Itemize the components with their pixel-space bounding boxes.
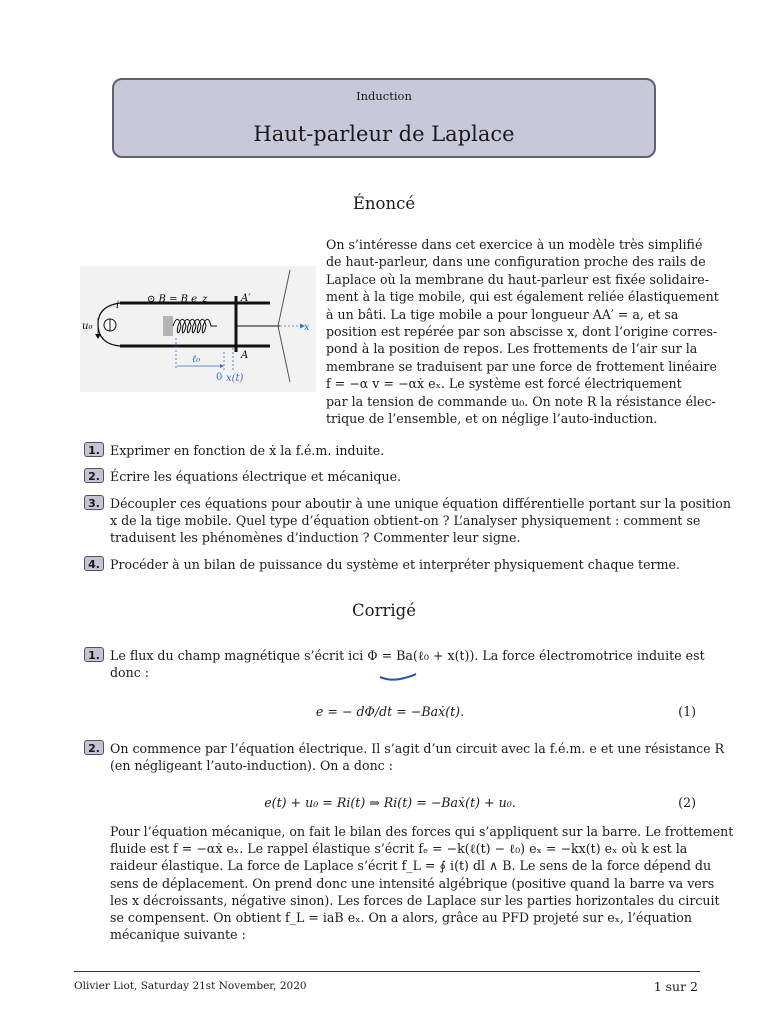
question-text xyxy=(110,495,731,546)
answer-line: On commence par l’équation électrique. Il s’agit d’un circuit avec la f.é.m. e et une résistance R xyxy=(110,741,725,756)
question-1 xyxy=(84,442,700,459)
figure-background xyxy=(80,266,316,392)
paragraph-line: se compensent. On obtient f_L = iaB eₓ. On a alors, grâce au PFD projeté sur eₓ, l’équation xyxy=(110,910,692,926)
frame-block xyxy=(163,316,173,336)
intro-line: pond à la position de repos. Les frottements de l’air sur la xyxy=(326,341,698,357)
intro-line: membrane se traduisent par une force de frottement linéaire xyxy=(326,358,717,374)
answer-2 xyxy=(84,740,725,774)
page-title: Haut-parleur de Laplace xyxy=(253,122,515,146)
equation-2 xyxy=(84,795,696,815)
intro-line: position est repérée par son abscisse x, dont l’origine corres- xyxy=(326,324,718,340)
answer-text xyxy=(110,740,725,774)
question-line: Procéder à un bilan de puissance du système et interpréter physiquement chaque terme. xyxy=(110,557,680,572)
answer-line: donc : xyxy=(110,665,150,680)
footer-author-date: Olivier Liot, Saturday 21st November, 2020 xyxy=(74,980,307,992)
question-number: 1. xyxy=(84,442,104,457)
mechanics-paragraph xyxy=(110,823,734,943)
page-number: 1 sur 2 xyxy=(653,979,698,994)
intro-line: Laplace où la membrane du haut-parleur est fixée solidaire- xyxy=(326,271,709,287)
paragraph-line: Pour l’équation mécanique, on fait le bilan des forces qui s’appliquent sur la barre. Le frottement xyxy=(110,824,734,839)
intro-line: f = −α v = −αẋ eₓ. Le système est forcé électriquement xyxy=(326,376,682,392)
answer-line: Le flux du champ magnétique s’écrit ici Φ = Ba(ℓ₀ + x(t)). La force électromotrice induite est xyxy=(110,648,705,663)
answer-number: 2. xyxy=(84,740,104,755)
intro-line: de haut-parleur, dans une configuration proche des rails de xyxy=(326,254,706,270)
question-text xyxy=(110,468,700,485)
intro-paragraph xyxy=(326,236,719,427)
equation-body: e = − dΦ/dt = −Baẋ(t). xyxy=(315,704,465,719)
speaker-diagram xyxy=(80,266,316,392)
u0-label: u₀ xyxy=(82,321,93,332)
question-text xyxy=(110,442,700,459)
paragraph-line: raideur élastique. La force de Laplace s’écrit f_L = ∮ i(t) dl ∧ B. Le sens de la force dépend du xyxy=(110,858,712,874)
chapter-kicker: Induction xyxy=(356,89,412,103)
figure xyxy=(80,266,316,396)
answer-line: (en négligeant l’auto-induction). On a donc : xyxy=(110,758,393,773)
question-number: 2. xyxy=(84,468,104,483)
answer-number: 1. xyxy=(84,647,104,662)
question-line: Écrire les équations électrique et mécanique. xyxy=(110,469,402,484)
equation-1 xyxy=(84,704,696,724)
title-box xyxy=(112,78,656,158)
paragraph-line: fluide est f = −αẋ eₓ. Le rappel élastique s’écrit fₑ = −k(ℓ(t) − ℓ₀) eₓ = −kx(t) eₓ où k est la xyxy=(110,841,688,857)
question-number: 3. xyxy=(84,495,104,510)
intro-line: par la tension de commande u₀. On note R la résistance élec- xyxy=(326,393,716,409)
equation-number: (1) xyxy=(678,704,696,719)
intro-line: ment à la tige mobile, qui est également reliée élastiquement xyxy=(326,289,719,305)
equation-body: e(t) + u₀ = Ri(t) ⇒ Ri(t) = −Baẋ(t) + u₀. xyxy=(264,795,516,810)
question-2 xyxy=(84,468,700,485)
a-prime-label: A′ xyxy=(241,293,251,304)
section-solution: Corrigé xyxy=(352,601,416,620)
equation-number: (2) xyxy=(678,795,696,810)
l0-label: ℓ₀ xyxy=(192,354,201,365)
question-line: traduisent les phénomènes d’induction ? Commenter leur signe. xyxy=(110,530,521,545)
xt-label: x(t) xyxy=(226,373,244,384)
question-3 xyxy=(84,495,731,546)
paragraph-line: les x décroissants, négative sinon). Les forces de Laplace sur les parties horizontales du circuit xyxy=(110,892,720,908)
zero-label: 0 xyxy=(216,372,223,383)
a-label: A xyxy=(241,350,249,361)
paragraph-line: sens de déplacement. On prend donc une intensité algébrique (positive quand la barre va vers xyxy=(110,875,715,891)
intro-line: à un bâti. La tige mobile a pour longueur AA′ = a, et sa xyxy=(326,306,679,322)
handwritten-underline xyxy=(378,672,418,682)
question-line: x de la tige mobile. Quel type d’équation obtient-on ? L’analyser physiquement : comment se xyxy=(110,513,701,528)
section-statement: Énoncé xyxy=(352,194,416,213)
i-label: i xyxy=(116,300,120,311)
question-number: 4. xyxy=(84,556,104,571)
x-label: x xyxy=(304,322,310,333)
intro-line: On s’intéresse dans cet exercice à un modèle très simplifié xyxy=(326,237,703,252)
b-field-label: ⊙ B = B e_z xyxy=(147,294,208,305)
intro-line: trique de l’ensemble, et on néglige l’auto-induction. xyxy=(326,411,658,427)
paragraph-line: mécanique suivante : xyxy=(110,927,246,943)
footer-rule xyxy=(74,971,700,972)
question-4 xyxy=(84,556,700,573)
question-line: Exprimer en fonction de ẋ la f.é.m. induite. xyxy=(110,443,385,458)
question-line: Découpler ces équations pour aboutir à une unique équation différentielle portant sur la position xyxy=(110,496,731,511)
question-text xyxy=(110,556,700,573)
